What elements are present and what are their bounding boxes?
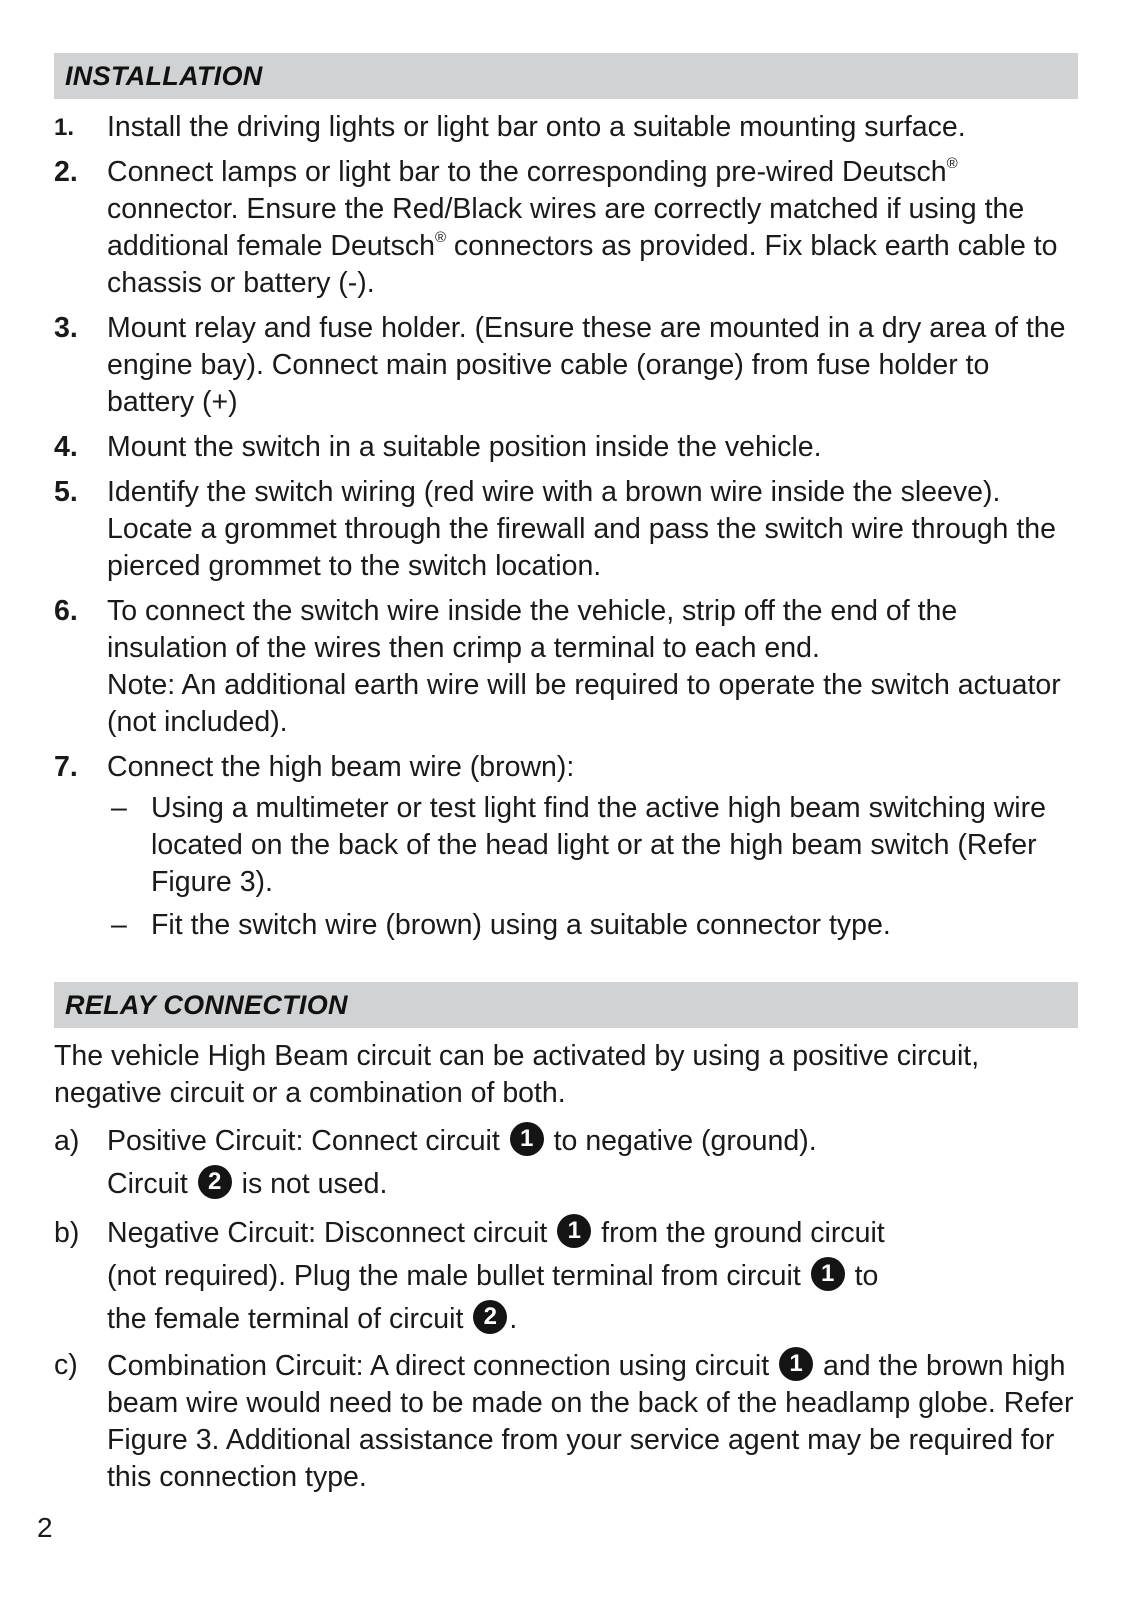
step-number: 7. — [54, 751, 78, 783]
page-content — [54, 53, 1078, 1502]
circuit-2-badge-icon: 2 — [473, 1300, 507, 1334]
step-text: Identify the switch wiring (red wire with a brown wire inside the sleeve). Locate a grommet through the firewall and pass the switch wire through the pierced grommet to the switch location. — [107, 476, 1056, 582]
step-text: Connect the high beam wire (brown): — [107, 751, 575, 783]
circuit-text: (not required). Plug the male bullet terminal from circuit — [107, 1260, 801, 1292]
circuit-2-badge-icon: 2 — [198, 1165, 232, 1199]
circuit-text: the female terminal of circuit — [107, 1303, 464, 1335]
circuit-text: Circuit — [107, 1168, 188, 1200]
step-text: Install the driving lights or light bar onto a suitable mounting surface. — [107, 111, 966, 143]
step-number: 3. — [54, 312, 78, 344]
relay-intro: The vehicle High Beam circuit can be activated by using a positive circuit, negative circuit or a combination of both. — [54, 1040, 980, 1109]
circuit-text: to — [854, 1260, 879, 1292]
circuit-1-badge-icon: 1 — [510, 1122, 544, 1156]
circuit-1-badge-icon: 1 — [557, 1214, 591, 1248]
circuit-letter: c) — [54, 1349, 78, 1381]
circuit-letter: b) — [54, 1217, 80, 1249]
step-text: connector. Ensure the Red/Black wires are correctly matched if using the additional female Deutsch — [107, 193, 1025, 262]
step-7-subitems — [107, 790, 1078, 944]
step-7 — [54, 749, 1078, 944]
page-number: 2 — [37, 1512, 53, 1543]
installation-steps — [54, 109, 1078, 944]
sub-item — [107, 790, 1078, 901]
sub-item-text: Fit the switch wire (brown) using a suitable connector type. — [151, 909, 891, 941]
sub-item-text: Using a multimeter or test light find the active high beam switching wire located on the back of the head light or at the high beam switch (Refer Figure 3). — [151, 792, 1046, 898]
circuit-letter: a) — [54, 1125, 80, 1157]
step-number: 6. — [54, 595, 78, 627]
step-2 — [54, 154, 1078, 302]
relay-connection-header: RELAY CONNECTION — [54, 982, 1078, 1028]
step-note: Note: An additional earth wire will be required to operate the switch actuator (not included). — [107, 669, 1061, 738]
step-number: 4. — [54, 431, 78, 463]
circuit-text: Negative Circuit: Disconnect circuit — [107, 1217, 548, 1249]
circuit-1-badge-icon: 1 — [779, 1347, 813, 1381]
circuit-c — [54, 1347, 1078, 1496]
step-number: 2. — [54, 156, 78, 188]
registered-mark: ® — [434, 229, 447, 246]
circuit-text: and the brown high beam wire would need to be made on the back of the headlamp globe. Refer Figure 3. Additional assistance from your service agent may be required for this connection type. — [107, 1350, 1074, 1493]
circuit-text: Combination Circuit: A direct connection using circuit — [107, 1350, 770, 1382]
circuit-1-badge-icon: 1 — [811, 1257, 845, 1291]
circuit-text: is not used. — [241, 1168, 388, 1200]
dash-bullet: – — [111, 792, 127, 824]
step-text: Connect lamps or light bar to the corresponding pre-wired Deutsch — [107, 156, 947, 188]
relay-section — [54, 982, 1078, 1496]
step-3 — [54, 310, 1078, 421]
step-6 — [54, 593, 1078, 741]
circuit-list — [54, 1120, 1078, 1496]
circuit-b — [54, 1212, 1078, 1341]
step-text: To connect the switch wire inside the vehicle, strip off the end of the insulation of the wires then crimp a terminal to each end. — [107, 595, 958, 664]
sub-item — [107, 907, 1078, 944]
circuit-text: from the ground circuit — [601, 1217, 885, 1249]
circuit-text: to negative (ground). — [553, 1125, 817, 1157]
step-text: Mount relay and fuse holder. (Ensure these are mounted in a dry area of the engine bay). Connect main positive cable (orange) from fuse holder to battery (+) — [107, 312, 1066, 418]
installation-header: INSTALLATION — [54, 53, 1078, 99]
step-number: 5. — [54, 476, 78, 508]
step-1 — [54, 109, 1078, 146]
step-5 — [54, 474, 1078, 585]
registered-mark: ® — [946, 155, 958, 172]
circuit-text: . — [509, 1303, 518, 1335]
circuit-a — [54, 1120, 1078, 1206]
dash-bullet: – — [111, 909, 127, 941]
step-text: Mount the switch in a suitable position inside the vehicle. — [107, 431, 822, 463]
step-number: 1. — [54, 114, 75, 141]
circuit-text: Positive Circuit: Connect circuit — [107, 1125, 500, 1157]
step-4 — [54, 429, 1078, 466]
step-text: connectors as provided. Fix black earth cable to chassis or battery (-). — [107, 230, 1058, 299]
